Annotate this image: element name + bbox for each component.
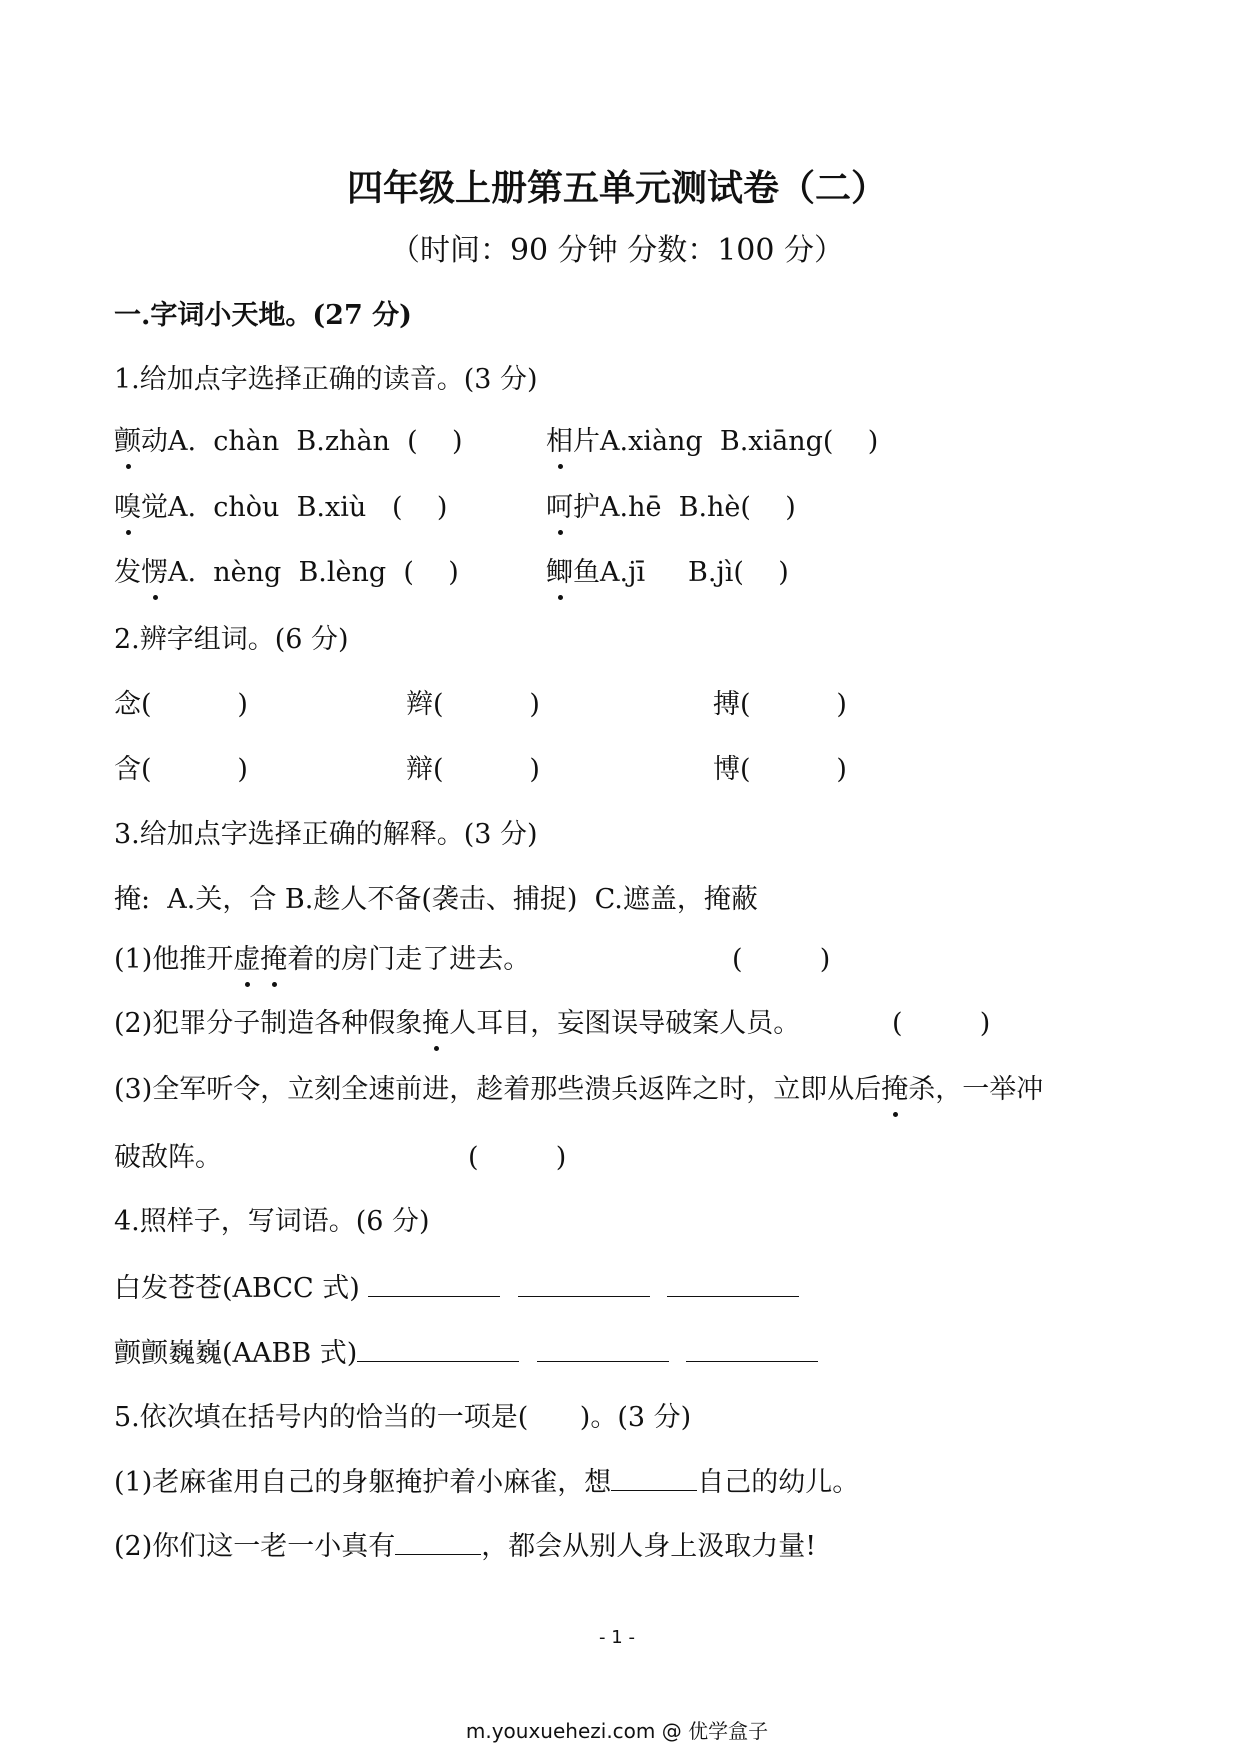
q1-options: A.xiàng B.xiāng( ) [600,426,879,457]
q1-word-rest: 鱼 [573,557,600,588]
dotted-char: 嗅 [114,490,141,526]
sentence-text: (2)犯罪分子制造各种假象 [114,1008,423,1039]
q1-item [546,555,789,591]
sentence-text: 自己的幼儿。 [697,1467,860,1498]
q1-word-rest: 护 [573,492,600,523]
answer-blank [357,1335,519,1362]
q1-item [114,490,447,526]
q2-heading: 2.辨字组词。(6 分) [114,624,349,655]
q1-heading: 1.给加点字选择正确的读音。(3 分) [114,364,538,395]
q4-example: 白发苍苍(ABCC 式) [114,1273,360,1304]
answer-blank [686,1335,818,1362]
q2-blank: 辩( ) [406,754,540,785]
q1-options: A. chàn B.zhàn ( ) [168,426,463,457]
q2-blank: 念( ) [114,689,248,720]
dotted-char: 颤 [114,424,141,460]
dotted-char: 掩 [881,1072,908,1108]
sentence-text: (1)他推开 [114,944,234,975]
q3-heading: 3.给加点字选择正确的解释。(3 分) [114,819,538,850]
answer-paren: ( ) [892,1008,991,1039]
q2-blank: 搏( ) [713,689,847,720]
q1-word-rest: 片 [573,426,600,457]
sentence-text: (2)你们这一老一小真有 [114,1531,396,1562]
answer-blank [611,1464,697,1491]
answer-blank [667,1270,799,1297]
dotted-char: 掩 [260,942,287,978]
q3-sentence-2 [114,1006,800,1042]
q2-blank: 博( ) [713,754,847,785]
answer-blank [518,1270,650,1297]
q1-item [114,555,459,591]
q1-item [546,490,796,526]
q1-word-rest: 动 [141,426,168,457]
page-title: 四年级上册第五单元测试卷（二） [346,167,887,209]
q4-row-1 [114,1270,799,1307]
q1-options: A. nèng B.lèng ( ) [168,557,459,588]
site-footer: m.youxuehezi.com @ 优学盒子 [465,1719,769,1743]
dotted-char: 相 [546,424,573,460]
dotted-char: 愣 [141,555,168,591]
q1-item [546,424,878,460]
q3-options: 掩: A.关，合 B.趁人不备(袭击、捕捉) C.遮盖，掩蔽 [114,884,758,915]
q1-item [114,424,463,460]
answer-paren: ( ) [468,1142,567,1173]
q1-options: A.hē B.hè( ) [600,492,796,523]
q1-word-rest: 觉 [141,492,168,523]
section-1-heading: 一.字词小天地。(27 分) [114,300,412,331]
sentence-text: 杀，一举冲 [908,1074,1044,1105]
q5-heading: 5.依次填在括号内的恰当的一项是( )。(3 分) [114,1402,692,1433]
q2-blank: 含( ) [114,754,248,785]
sentence-text: ，都会从别人身上汲取力量! [481,1531,817,1562]
q4-row-2 [114,1335,818,1372]
answer-blank [537,1335,669,1362]
sentence-text: 人耳目，妄图误导破案人员。 [449,1008,801,1039]
q5-sentence-2 [114,1528,816,1565]
q3-sentence-3-cont: 破敌阵。 [114,1142,222,1173]
sentence-text: (1)老麻雀用自己的身躯掩护着小麻雀，想 [114,1467,612,1498]
page-number: - 1 - [599,1627,635,1648]
answer-blank [395,1528,481,1555]
dotted-char: 呵 [546,490,573,526]
q1-word-start: 发 [114,557,141,588]
q2-blank: 辫( ) [406,689,540,720]
dotted-char: 掩 [422,1006,449,1042]
exam-info: （时间：90 分钟 分数：100 分） [389,233,845,268]
sentence-text: (3)全军听令，立刻全速前进，趁着那些溃兵返阵之时，立即从后 [114,1074,882,1105]
q3-sentence-3 [114,1072,1043,1108]
q1-options: A. chòu B.xiù ( ) [168,492,448,523]
answer-blank [368,1270,500,1297]
dotted-char: 虚 [233,942,260,978]
q3-sentence-1 [114,942,530,978]
q4-heading: 4.照样子，写词语。(6 分) [114,1206,430,1237]
dotted-char: 鲫 [546,555,573,591]
q4-example: 颤颤巍巍(AABB 式) [114,1338,358,1369]
sentence-text: 着的房门走了进去。 [287,944,531,975]
q5-sentence-1 [114,1464,859,1501]
q1-options: A.jī B.jì( ) [600,557,789,588]
answer-paren: ( ) [732,944,831,975]
